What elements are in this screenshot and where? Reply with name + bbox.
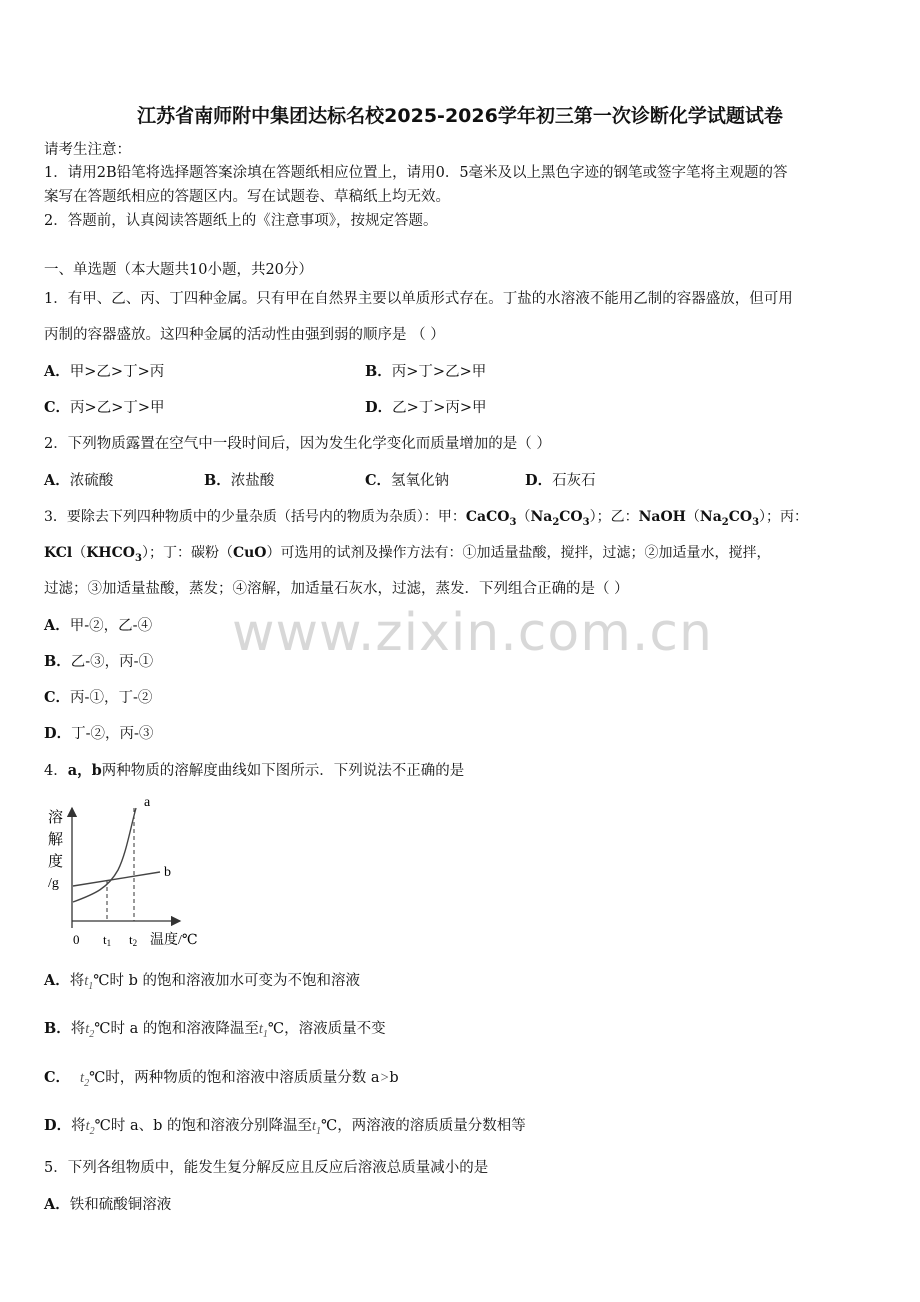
option-text: 丙-①，丁-② <box>70 690 153 706</box>
option-text: 浓硫酸 <box>69 473 114 489</box>
temp-symbol <box>84 973 94 992</box>
t1-text: t <box>103 932 107 947</box>
option-text: ℃时 a、b 的饱和溶液分别降温至 <box>94 1118 312 1134</box>
q2-option-b <box>204 471 274 491</box>
option-text: 乙>丁>丙>甲 <box>392 400 487 416</box>
t2-sub: 2 <box>132 938 138 948</box>
t-text: t <box>258 1021 263 1037</box>
q2-option-a <box>44 471 113 491</box>
q2-option-d <box>525 471 596 491</box>
q1-option-c <box>44 398 165 418</box>
q3-text: （ <box>685 509 700 525</box>
subscript: 3 <box>752 516 760 528</box>
q3-option-d <box>44 724 153 744</box>
formula <box>530 509 590 528</box>
subscript: 3 <box>582 516 590 528</box>
subscript: 1 <box>262 1028 268 1040</box>
t-text: t <box>80 1070 85 1086</box>
watermark: www.zixin.com.cn <box>232 603 713 663</box>
q5-stem: 5．下列各组物质中，能发生复分解反应且反应后溶液总质量减小的是 <box>44 1160 489 1176</box>
t2-text: t <box>129 932 133 947</box>
t2-label <box>129 932 137 948</box>
temp-symbol <box>85 1118 95 1137</box>
q2-option-c <box>365 471 449 491</box>
subscript: 1 <box>88 980 94 992</box>
y-label-1: 溶 <box>48 810 64 826</box>
formula <box>465 509 517 528</box>
formula-text: CaCO <box>465 509 510 525</box>
q4-number: 4． <box>44 763 68 779</box>
t1-label <box>103 932 111 948</box>
section-heading: 一、单选题（本大题共10小题，共20分） <box>44 262 313 278</box>
option-label: B． <box>44 653 71 670</box>
option-text: 甲>乙>丁>丙 <box>69 364 165 380</box>
q3-text: ）可选用的试剂及操作方法有：①加适量盐酸，搅拌，过滤；②加适量水，搅拌， <box>266 545 771 561</box>
q5-option-a <box>44 1195 171 1215</box>
option-label: A． <box>44 363 70 380</box>
q4-option-d <box>44 1116 526 1142</box>
option-text: 丁-②，丙-③ <box>71 726 154 742</box>
formula: KCl <box>44 545 73 561</box>
t-text: t <box>85 1118 90 1134</box>
option-text: 甲-②，乙-④ <box>69 618 153 634</box>
subscript: 1 <box>316 1125 322 1137</box>
formula: NaOH <box>638 509 686 525</box>
t-text: t <box>311 1118 317 1134</box>
option-label: B． <box>44 1020 71 1037</box>
q3-text: ）；丁：碳粉（ <box>141 545 233 561</box>
subscript: 2 <box>721 516 729 528</box>
option-label: A． <box>44 1196 70 1213</box>
option-label: D． <box>525 472 553 489</box>
option-text: 石灰石 <box>552 473 596 489</box>
q3-text: 3．要除去下列四种物质中的少量杂质（括号内的物质为杂质）：甲： <box>44 509 466 525</box>
option-text: b <box>389 1070 399 1086</box>
q3-option-c <box>44 688 152 708</box>
option-label: D． <box>44 725 72 742</box>
option-text: 将 <box>69 973 85 989</box>
subscript: 2 <box>552 516 560 528</box>
option-label: C． <box>44 1069 71 1086</box>
subscript: 3 <box>135 552 142 564</box>
t-text: t <box>84 973 89 989</box>
q3-stem-line1 <box>44 507 808 533</box>
q2-stem: 2．下列物质露置在空气中一段时间后，因为发生化学变化而质量增加的是（ ） <box>44 436 551 452</box>
notice-heading: 请考生注意： <box>44 142 131 158</box>
q1-stem-line2: 丙制的容器盛放。这四种金属的活动性由强到弱的顺序是 （ ） <box>44 327 445 343</box>
temp-symbol <box>258 1021 268 1040</box>
t-text: t <box>85 1021 90 1037</box>
option-label: A． <box>44 617 70 634</box>
option-label: C． <box>44 689 71 706</box>
temp-symbol <box>85 1021 95 1040</box>
q3-text: ）；乙： <box>589 509 639 525</box>
q4-option-c <box>44 1068 399 1094</box>
formula: CuO <box>232 545 267 561</box>
q4-text: 两种物质的溶解度曲线如下图所示．下列说法不正确的是 <box>101 763 465 779</box>
option-label: C． <box>44 399 71 416</box>
formula <box>86 545 142 564</box>
option-text: 乙-③，丙-① <box>70 654 154 670</box>
notice-line-1a: 1．请用2B铅笔将选择题答案涂填在答题纸相应位置上，请用0．5毫米及以上黑色字迹的钢笔或签字笔将主观题的答 <box>44 165 788 181</box>
option-label: D． <box>365 399 393 416</box>
option-text: 氢氧化钠 <box>391 473 450 489</box>
option-text: 丙>丁>乙>甲 <box>391 364 487 380</box>
greater-than-sign: > <box>379 1070 390 1086</box>
option-label: D． <box>44 1117 72 1134</box>
q4-option-a <box>44 971 360 997</box>
formula-text: Na <box>530 509 553 525</box>
curve-a-label: a <box>144 795 151 810</box>
q3-stem-line2 <box>44 543 771 569</box>
q3-option-b <box>44 652 153 672</box>
q4-substances: a，b <box>67 762 102 779</box>
option-text: ℃时 b 的饱和溶液加水可变为不饱和溶液 <box>93 973 361 989</box>
x-axis-label: 温度/℃ <box>150 933 198 948</box>
option-text: 浓盐酸 <box>230 473 275 489</box>
formula-text: CO <box>728 509 753 525</box>
subscript: 2 <box>89 1028 95 1040</box>
formula-text: Na <box>699 509 722 525</box>
y-label-4: /g <box>48 876 59 891</box>
temp-symbol <box>80 1070 90 1089</box>
option-text: ℃，溶液质量不变 <box>267 1021 386 1037</box>
curve-b-label: b <box>164 865 171 880</box>
option-label: B． <box>204 472 231 489</box>
option-label: C． <box>365 472 392 489</box>
formula <box>699 509 760 528</box>
option-text: 将 <box>71 1118 86 1134</box>
q3-text: ）；丙： <box>759 509 809 525</box>
temp-symbol <box>311 1118 322 1137</box>
q4-option-b <box>44 1019 386 1045</box>
q3-option-a <box>44 616 152 636</box>
option-label: A． <box>44 972 70 989</box>
solubility-graph <box>40 790 215 955</box>
curve-b <box>73 872 160 886</box>
subscript: 2 <box>84 1077 90 1089</box>
q3-text: （ <box>72 545 87 561</box>
q1-option-b <box>365 362 486 382</box>
option-text: ℃时，两种物质的饱和溶液中溶质质量分数 a <box>89 1070 380 1086</box>
page-title: 江苏省南师附中集团达标名校2025-2026学年初三第一次诊断化学试题试卷 <box>137 105 783 127</box>
option-text: 将 <box>70 1021 86 1037</box>
q3-stem-line3: 过滤；③加适量盐酸，蒸发；④溶解，加适量石灰水，过滤，蒸发．下列组合正确的是（ ） <box>44 581 629 597</box>
t1-sub: 1 <box>106 938 112 948</box>
option-label: A． <box>44 472 70 489</box>
option-text: 铁和硫酸铜溶液 <box>69 1197 172 1213</box>
origin-label: 0 <box>73 932 80 947</box>
option-label: B． <box>365 363 392 380</box>
notice-line-2: 2．答题前，认真阅读答题纸上的《注意事项》，按规定答题。 <box>44 213 438 229</box>
option-text: ℃，两溶液的溶质质量分数相等 <box>321 1118 526 1134</box>
q3-text: （ <box>516 509 531 525</box>
q1-option-d <box>365 398 487 418</box>
option-text: ℃时 a 的饱和溶液降温至 <box>94 1021 259 1037</box>
notice-line-1b: 案写在答题纸相应的答题区内。写在试题卷、草稿纸上均无效。 <box>44 189 450 205</box>
q1-stem-line1: 1．有甲、乙、丙、丁四种金属。只有甲在自然界主要以单质形式存在。丁盐的水溶液不能用乙制的容器盛放，但可用 <box>44 291 793 307</box>
subscript: 3 <box>509 516 517 528</box>
y-label-2: 解 <box>48 832 64 848</box>
y-label-3: 度 <box>48 854 64 870</box>
option-text: 丙>乙>丁>甲 <box>70 400 165 416</box>
q4-stem <box>44 761 464 781</box>
subscript: 2 <box>89 1125 95 1137</box>
curve-a <box>73 808 136 902</box>
formula-text: KHCO <box>86 545 135 561</box>
formula-text: CO <box>559 509 583 525</box>
q1-option-a <box>44 362 164 382</box>
